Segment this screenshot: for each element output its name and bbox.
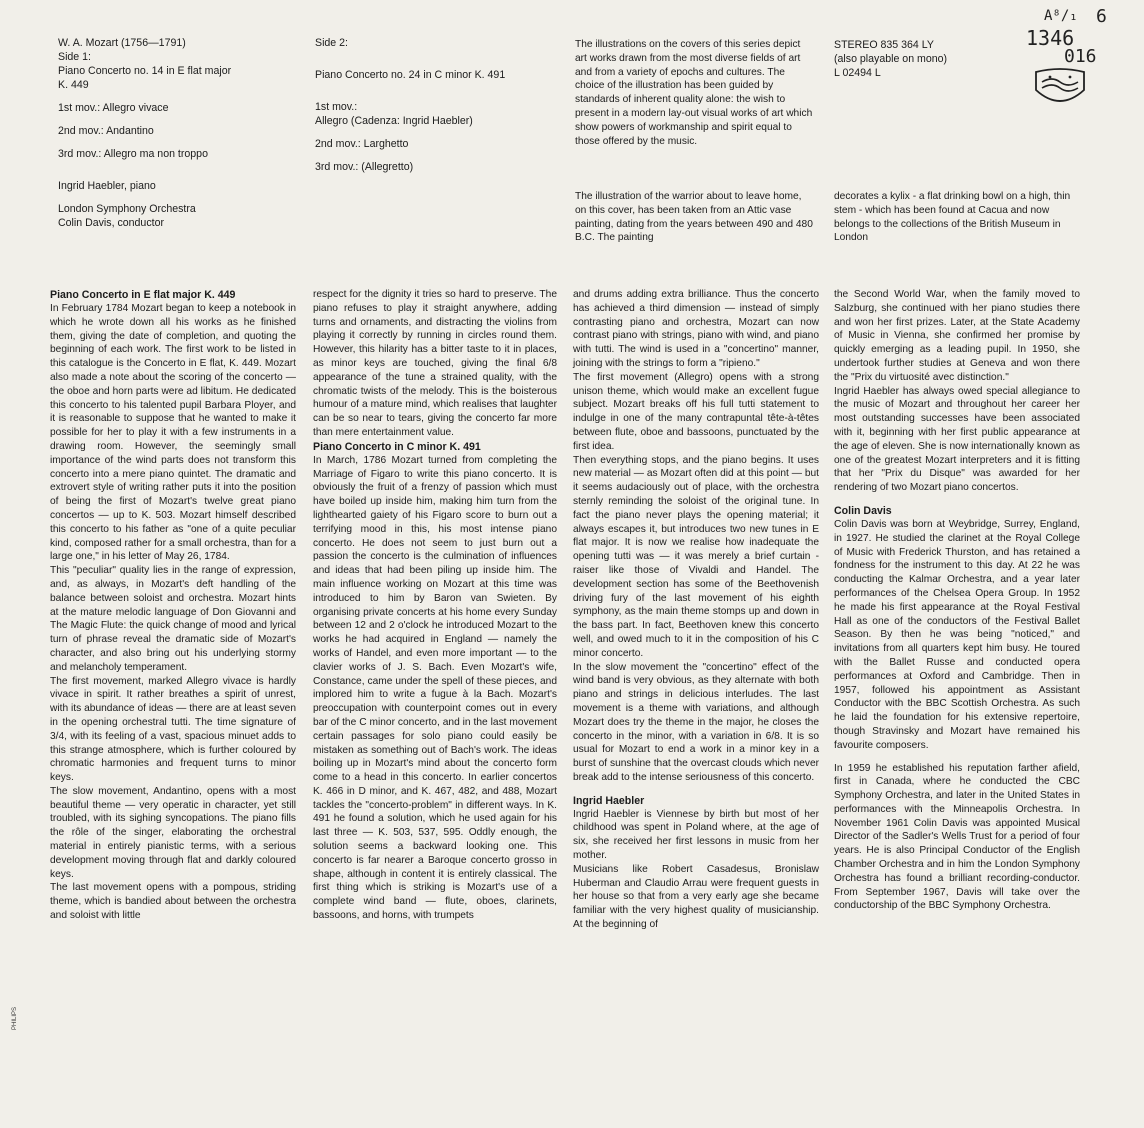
haebler-para-2: Musicians like Robert Casadesus, Bronislaw Huberman and Claudio Arrau were frequent guests in her house so that from a very early age she became familiar with the very highest quality of musicianship. At the beginning of [573,863,819,931]
composer-line: W. A. Mozart (1756—1791) [58,37,186,49]
catalog-number: L 02494 L [834,67,881,79]
davis-para-1: Colin Davis was born at Weybridge, Surrey, England, in 1927. He studied the clarinet at the Royal College of Music with Frederick Thurston, and has retained a fondness for the instrument to this day. At 22 he was conducting the Kalmar Orchestra, and a year later performances of the Chelsea Opera Group. In 1952 he made his first appearance at the Royal Festival Hall as one of the conductors of the Festival Ballet Season. By then he was being "noticed," and invitations from all quarters kept him busy. He toured with the Ballet Russe and conducted opera performances at Oxford and Cambridge. Then in 1957, followed his appointment as Assistant Conductor with the BBC Scottish Orchestra. As such he laid the foundation for his extensive repertoire, though Stravinsky and Mozart have remained his favourite composers. [834,518,1080,751]
handwritten-note-six: 6 [1096,6,1107,27]
k449-para-2: This "peculiar" quality lies in the range of expression, and, as always, in Mozart's deft handling of the balance between soloist and orchestra. Mozart hints at the mature melodic language of Don Giovanni and The Magic Flute: the quick change of mood and lyrical turn of phrase reveal the dramatic side of Mozart's character, and also bring out his underlying stormy and melancholy temperament. [50,565,296,673]
side1-credits [58,36,298,230]
body-column-3 [573,288,819,932]
k491-para-2: and drums adding extra brilliance. Thus the concerto has achieved a third dimension — instead of simply contrasting piano and orchestra, Mozart can now contrast piano with strings, piano with wind, and piano with tutti. The wind is used in a "concertino" manner, joining with the strings to form a "ripieno." [573,289,819,369]
body-column-4 [834,288,1080,913]
side1-work-line2: K. 449 [58,79,89,91]
side1-mov3: 3rd mov.: Allegro ma non troppo [58,148,208,160]
illustration-note-a: The illustration of the warrior about to leave home, on this cover, has been taken from an Attic vase painting, dating from the years between 490 and 480 B.C. The painting [575,191,813,244]
haebler-para-1: Ingrid Haebler is Viennese by birth but most of her childhood was spent in Poland where, at the age of six, she received her first lessons in music from her mother. [573,808,819,862]
body-column-1 [50,288,296,923]
side2-credits [315,36,555,174]
illustration-note-b: decorates a kylix - a flat drinking bowl on a high, thin stem - which has been found at Cacua and now belongs to the collections of the British Museum in London [834,191,1071,244]
side2-label: Side 2: [315,37,348,49]
handwritten-note-top: A⁸/₁ [1044,8,1078,24]
catalog-block [834,38,1034,80]
heading-haebler: Ingrid Haebler [573,794,645,807]
side1-mov2: 2nd mov.: Andantino [58,125,154,137]
illustration-note-b-block [834,190,1084,245]
handwritten-note-mid: 1346 [1026,26,1075,50]
side2-mov3: 3rd mov.: (Allegretto) [315,161,414,173]
heading-k491: Piano Concerto in C minor K. 491 [313,440,481,453]
conductor-credit: Colin Davis, conductor [58,217,164,229]
side2-mov1-title: Allegro (Cadenza: Ingrid Haebler) [315,115,473,127]
k449-closing: respect for the dignity it tries so hard to preserve. The piano refuses to play it straight anywhere, adding turns and ornaments, and distracting the violins from playing it correctly by running in circles round them. However, this hilarity has a bitter taste to it in places, as minor keys are touched, giving the final 6/8 appearance of the tune a strained quality, with the chromatic twists of the melody. This is the boisterous humour of a mature mind, which realises that laughter can be so near to tears, giving the concerto far more than mere entertainment value. [313,289,557,438]
k491-para: In March, 1786 Mozart turned from completing the Marriage of Figaro to write this piano concerto. It is obviously the fruit of a frenzy of passion which must have boiled up inside him, making him turn from the lighthearted gaiety of his Figaro score to burn out a terrifying mood in this, his most intense piano concerto. He does not seem to just burn out a passion the concerto is the culmination of influences and ideas that had been piling up inside him. The main influence working on Mozart at this time was introduced to him by Baron van Swieten. By organising private concerts at his home every Sunday between 12 and 2 o'clock he introduced Mozart to the works he had acquired in England — namely the works of Handel, and even more important — to the clavier works of J. S. Bach. Even Mozart's wife, Constance, came under the spell of these pieces, and implored him to write a fugue à la Bach. Mozart's preoccupation with counterpoint comes out in every bar of the C minor concerto, and in the last movement certain passages for solo piano could easily be mistaken as something out of Bach's work. The ideas boiling up in Mozart's mind about the concerto form come to a head in this concerto. In earlier concertos K. 466 in D minor, and K. 467, 482, and 488, Mozart tackles the "concerto-problem" in different ways. In K. 491 he found a solution, which he used again for his last three — K. 503, 537, 595. Oddly enough, the solution seems a backward looking one. This concerto is far nearer a Baroque concerto grosso in shape, although in content it is entirely classical. The first thing which is striking is Mozart's use of a complete wind band — flute, oboes, clarinets, bassoons, and horns, with trumpets [313,454,557,922]
heading-k449: Piano Concerto in E flat major K. 449 [50,289,236,301]
illustration-note-a-block [575,190,815,245]
k449-para-3: The first movement, marked Allegro vivace is hardly vivace in spirit. It rather breathes a spirit of unrest, with its abundance of ideas — there are at least seven in the opening orchestral tutti. The time signature of 3/4, with its feeling of a vast, spacious minuet adds to this strange atmosphere, which is further coloured by chromatic harmonies and frequent turns to minor keys. [50,675,296,784]
side1-work-line1: Piano Concerto no. 14 in E flat major [58,65,232,77]
catalog-mono: (also playable on mono) [834,53,948,65]
side2-mov2: 2nd mov.: Larghetto [315,138,409,150]
side2-mov1-label: 1st mov.: [315,101,358,113]
series-note: The illustrations on the covers of this series depict art works drawn from the most diverse fields of art and from a variety of epochs and cultures. The choice of the illustration has been guided by standards of inherent quality alone: the wish to present in a modern lay-out visual works of art which show powers of workmanship and spirit equal to those offered by the music. [575,39,813,147]
haebler-para-4: Ingrid Haebler has always owed special allegiance to the music of Mozart and throughout her career her most outstanding successes have been associated with it, beginning with her first public appearance at the age of eleven. She is now internationally known as one of the greatest Mozart interpreters and it is fitting that her "Prix du Disque" was awarded for her rendering of two Mozart piano concertos. [834,385,1080,494]
soloist-credit: Ingrid Haebler, piano [58,180,156,192]
k449-para-5: The last movement opens with a pompous, striding theme, which is bandied about between the orchestra and soloist with little [50,882,296,922]
orchestra-credit: London Symphony Orchestra [58,203,196,215]
printer-mark: PHILIPS [12,1006,18,1030]
series-note-block [575,38,815,148]
k449-para-1: In February 1784 Mozart began to keep a notebook in which he wrote down all his works as he finished them, giving the date of completion, and quoting the beginning of each work. The first work to be listed in this catalogue is the Concerto in E flat, K. 449. Mozart also made a note about the scoring of the concerto — the oboe and horn parts were ad libitum. He dedicated this concerto to his talented pupil Barbara Ployer, and it is reasonable to suppose that he wanted to make it possible for her to play it with a few instruments in a drawing room. However, the seemingly small importance of the wind parts does not transform this concerto into a mere piano quintet. The dramatic and extrovert style of writing rather puts it into the position of being the first of Mozart's twelve great piano concertos — up to K. 503. Mozart himself described this concerto to his father as "one of a quite peculiar kind, composed rather for a small orchestra, than for a large one," in his letter of May 26, 1784. [50,303,296,563]
davis-para-2: In 1959 he established his reputation farther afield, first in Canada, where he conducted the CBC Symphony Orchestra, and later in the United States in performances with the Minneapolis Orchestra. In November 1961 Colin Davis was appointed Musical Director of the Sadler's Wells Trust for a period of four years. He is also Principal Conductor of the English Chamber Orchestra and in him the London Symphony Orchestra has found a brilliant recording-conductor. From September 1967, Davis will take over the conductorship of the BBC Symphony Orchestra. [834,762,1080,912]
body-column-2 [313,288,557,923]
k491-para-4: Then everything stops, and the piano begins. It uses new material — as Mozart often did at this point — but it seems audaciously out of place, with the orchestra sternly reminding the soloist of the original tune. In fact the piano never plays the opening material; it always escapes it, but introduces two new tunes in E flat major. It is now we realise how inadequate the opening tutti was — it was merely a brief curtain - raiser like those of Vivaldi and Handel. The development section has some of the Beethovenish driving fury of the last movement of his eighth symphony, as the main theme stomps up and down in the bass part. In fact, Beethoven knew this concerto well, and owed much to it in the composition of his C minor concerto. [573,454,819,659]
catalog-stereo: STEREO 835 364 LY [834,39,934,51]
haebler-para-3: the Second World War, when the family moved to Salzburg, she continued with her piano studies there and won her first prizes. Later, at the State Academy of Music in Vienna, she confirmed her promise by quickly emerging as a leading pupil. In 1950, she undertook further studies at Geneva and won there the "Prix du virtuosité avec distinction." [834,289,1080,383]
side2-work: Piano Concerto no. 24 in C minor K. 491 [315,69,506,81]
handwritten-note-bottom: 016 [1064,46,1097,67]
heading-davis: Colin Davis [834,504,892,517]
side1-label: Side 1: [58,51,91,63]
record-label-logo [1030,68,1090,108]
side1-mov1: 1st mov.: Allegro vivace [58,102,169,114]
k491-para-3: The first movement (Allegro) opens with a strong unison theme, which would make an excellent fugue subject. Mozart breaks off his full tutti statement to indulge in one of the many contrapuntal tête-à-têtes between flute, oboe and bassoons, punctuated by the first idea. [573,371,819,452]
k491-para-5: In the slow movement the "concertino" effect of the wind band is very obvious, as they alternate with both piano and strings in delicious interludes. The last movement is a theme with variations, and although Mozart does try the theme in the major, he closes the concerto in the minor, with a variation in 6/8. It is so usual for Mozart to end a work in a minor key in a burst of sunshine that the overcast clouds which never break add to the intense seriousness of this concerto. [573,661,819,783]
k449-para-4: The slow movement, Andantino, opens with a most beautiful theme — very operatic in character, yet still troubled, with its sighing syncopations. The piano fills the rôle of the singer, elaborating the orchestral material in entirely pianistic terms, with a serious development moving through flat and darkly coloured keys. [50,785,296,880]
